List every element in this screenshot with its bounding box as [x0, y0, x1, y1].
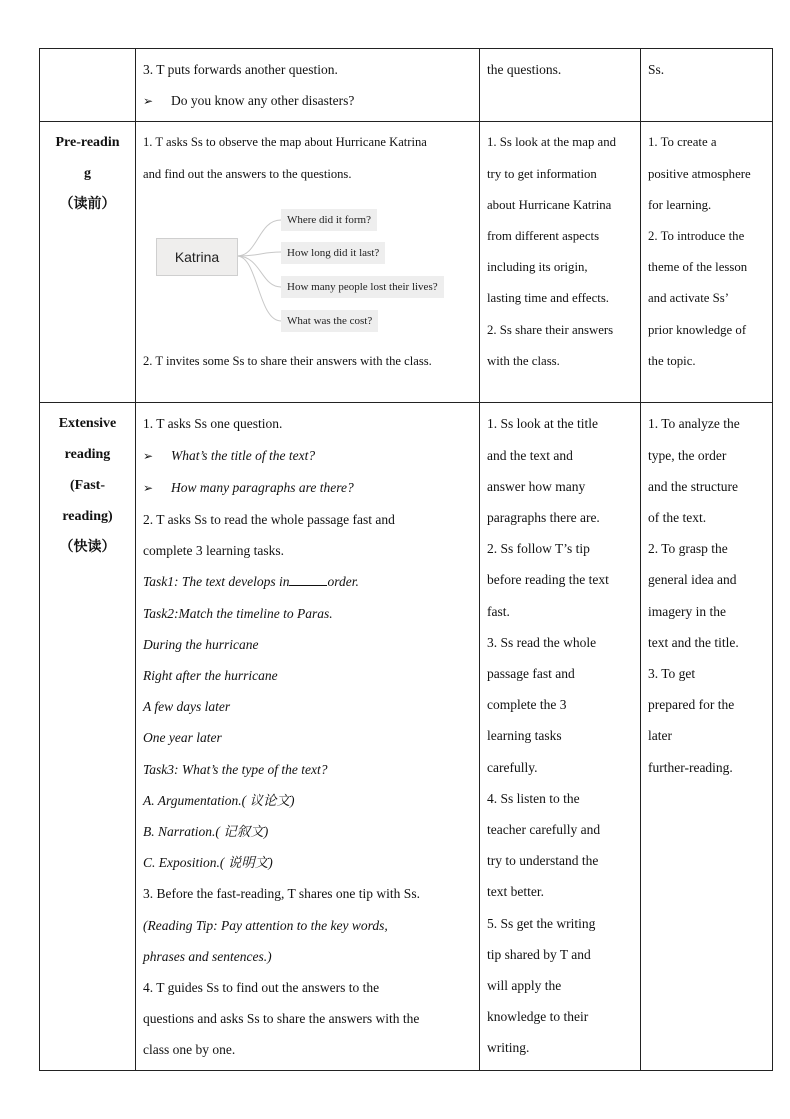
- list-line: try to get information: [487, 166, 597, 181]
- list-line: 2. To grasp the: [648, 541, 728, 557]
- list-line: and the text and: [487, 447, 573, 463]
- procedure-cell: 1. T asks Ss one question. ➢ What’s the title of the text? ➢ How many paragraphs are there? 2. T asks Ss to read the whole passage fast and complete 3 learning tasks. Task1: The text develops in order. Task2:Match the timeline to Paras. During the hurricane Right after the hurricane A few days later One year later Task3: What’s the type of the text? A. Argumentation.( 议论文) B. Narration.( 记叙文) C. Exposition.( 说明文) 3. Before the fast-reading, T shares one tip with Ss. (Reading Tip: Pay attention to the key words, phrases and sentences.) 4. T guides Ss to find out the answers to the questions and asks Ss to share the answers with the class one by one.: [136, 403, 480, 1070]
- list-line: and the structure: [648, 478, 738, 494]
- list-line: carefully.: [487, 759, 538, 775]
- list-line: lasting time and effects.: [487, 291, 610, 306]
- list-line: will apply the: [487, 978, 562, 994]
- list-line: 1. Ss look at the map and: [487, 135, 617, 150]
- list-line: and activate Ss’: [648, 291, 730, 306]
- purpose-cell: [641, 122, 773, 403]
- list-line: of the text.: [648, 510, 707, 526]
- list-line: theme of the lesson: [648, 260, 748, 275]
- stage-cell: Pre-readin g （读前）: [40, 122, 136, 403]
- table-row: [40, 403, 773, 1070]
- list-line: text better.: [487, 884, 544, 900]
- list-line: prepared for the: [648, 697, 735, 713]
- list-line: further-reading.: [648, 759, 733, 775]
- mind-map-question: What was the cost?: [281, 310, 378, 332]
- list-line: fast.: [487, 603, 510, 619]
- list-line: general idea and: [648, 572, 737, 588]
- student-activity-cell: the questions.: [480, 49, 641, 122]
- list-line: later: [648, 728, 672, 744]
- list-line: 1. To create a: [648, 135, 717, 150]
- purpose-list: [641, 403, 772, 786]
- list-line: from different aspects: [487, 229, 600, 244]
- list-line: including its origin,: [487, 260, 588, 275]
- bullet-item: ➢ How many paragraphs are there?: [143, 472, 473, 504]
- table-row: [40, 49, 773, 122]
- arrow-bullet-icon: ➢: [143, 480, 154, 495]
- procedure-line: 3. T puts forwards another question.: [143, 62, 338, 77]
- list-line: with the class.: [487, 353, 560, 368]
- answer-blank: [289, 573, 327, 586]
- list-line: prior knowledge of: [648, 322, 747, 337]
- lesson-plan-table: [39, 48, 773, 1071]
- list-line: before reading the text: [487, 572, 609, 588]
- list-line: for learning.: [648, 197, 712, 212]
- list-line: paragraphs there are.: [487, 510, 600, 526]
- list-line: 3. Ss read the whole: [487, 634, 597, 650]
- list-line: 2. Ss share their answers: [487, 322, 614, 337]
- list-line: complete the 3: [487, 697, 567, 713]
- student-activity-cell: [480, 403, 641, 1070]
- list-line: imagery in the: [648, 603, 726, 619]
- list-line: about Hurricane Katrina: [487, 197, 612, 212]
- list-line: writing.: [487, 1040, 530, 1056]
- purpose-cell: Ss.: [641, 49, 773, 122]
- mind-map-center-node: Katrina: [156, 238, 238, 276]
- list-line: 2. Ss follow T’s tip: [487, 541, 590, 557]
- list-line: text and the title.: [648, 634, 739, 650]
- stage-cell: [40, 49, 136, 122]
- list-line: knowledge to their: [487, 1009, 589, 1025]
- bullet-item: ➢ What’s the title of the text?: [143, 440, 473, 472]
- list-line: 5. Ss get the writing: [487, 915, 596, 931]
- stage-cell: Extensive reading (Fast- reading) （快读）: [40, 403, 136, 1070]
- procedure-cell: [136, 49, 480, 122]
- list-line: passage fast and: [487, 666, 575, 682]
- mind-map-question: How long did it last?: [281, 242, 385, 264]
- student-activity-list: [480, 122, 640, 381]
- list-line: try to understand the: [487, 853, 599, 869]
- list-line: 3. To get: [648, 666, 696, 682]
- list-line: 1. To analyze the: [648, 416, 740, 432]
- table-row: [40, 122, 773, 403]
- purpose-cell: [641, 403, 773, 1070]
- list-line: 2. To introduce the: [648, 229, 745, 244]
- procedure-cell: 1. T asks Ss to observe the map about Hurricane Katrina and find out the answers to the questions. Katrina Where did it form? How long did it last? How many people lost their lives? What was the cost? 2. T invites some Ss to share their answers with the class.: [136, 122, 480, 403]
- arrow-bullet-icon: ➢: [143, 448, 154, 463]
- arrow-bullet-icon: ➢: [143, 94, 154, 109]
- list-line: the topic.: [648, 353, 696, 368]
- list-line: positive atmosphere: [648, 166, 751, 181]
- purpose-list: [641, 122, 772, 381]
- katrina-mind-map: [143, 194, 473, 344]
- mind-map-question: Where did it form?: [281, 209, 377, 231]
- list-line: 1. Ss look at the title: [487, 416, 598, 432]
- task-1: Task1: The text develops in order.: [143, 574, 359, 590]
- list-line: tip shared by T and: [487, 946, 591, 962]
- student-activity-cell: [480, 122, 641, 403]
- list-line: teacher carefully and: [487, 822, 601, 838]
- list-line: 4. Ss listen to the: [487, 790, 580, 806]
- list-line: learning tasks: [487, 728, 562, 744]
- list-line: answer how many: [487, 478, 586, 494]
- list-line: type, the order: [648, 447, 727, 463]
- student-activity-list: [480, 403, 640, 1067]
- mind-map-question: How many people lost their lives?: [281, 276, 444, 298]
- bullet-item: ➢ Do you know any other disasters?: [143, 85, 473, 117]
